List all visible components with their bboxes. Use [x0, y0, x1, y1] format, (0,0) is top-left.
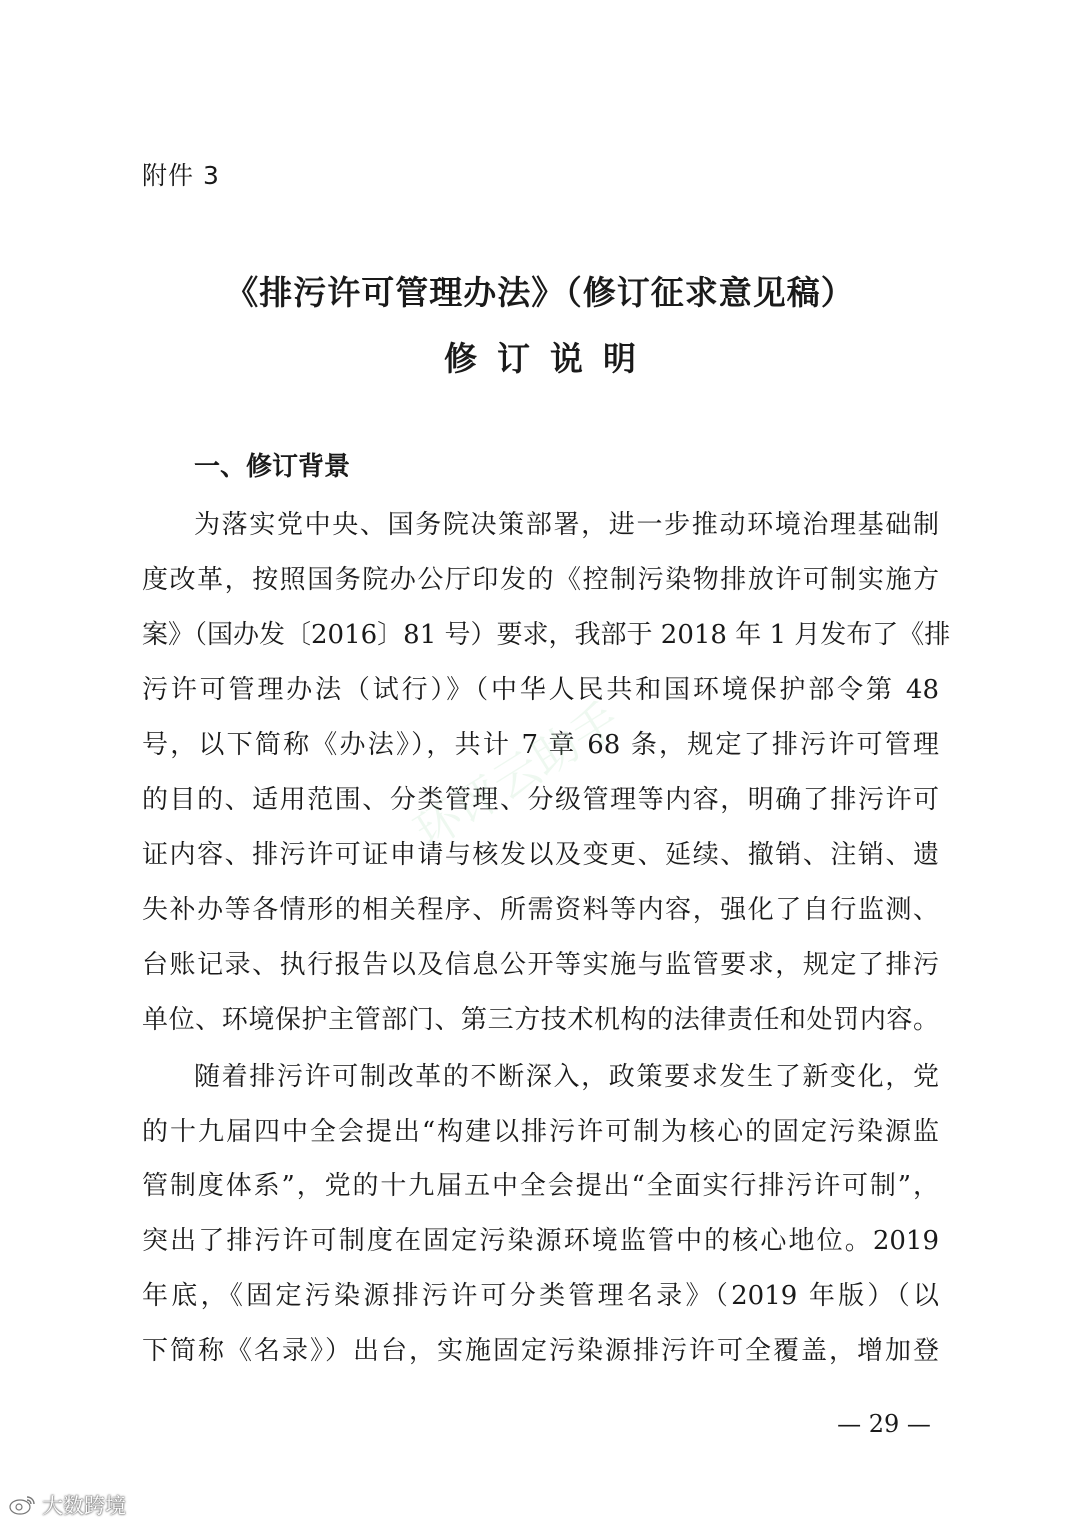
paragraph-line: 突出了排污许可制度在固定污染源环境监管中的核心地位。2019: [142, 1226, 939, 1256]
bottom-watermark: [8, 1490, 126, 1520]
paragraph-line: 台账记录、执行报告以及信息公开等实施与监管要求，规定了排污: [142, 950, 939, 980]
document-title-line2: 修订说明: [444, 339, 656, 378]
paragraph-line: 度改革，按照国务院办公厅印发的《控制污染物排放许可制实施方: [142, 565, 939, 595]
paragraph-line: 的十九届四中全会提出“构建以排污许可制为核心的固定污染源监: [142, 1117, 939, 1147]
attachment-label: 附件 3: [142, 161, 220, 190]
paragraph-line: 为落实党中央、国务院决策部署，进一步推动环境治理基础制: [194, 510, 939, 540]
paragraph-line: 下简称《名录》）出台，实施固定污染源排污许可全覆盖，增加登: [142, 1336, 939, 1366]
document-title-line1: 《排污许可管理办法》（修订征求意见稿）: [225, 273, 855, 312]
paragraph-line: 随着排污许可制改革的不断深入，政策要求发生了新变化，党: [194, 1062, 939, 1092]
paragraph-line: 管制度体系”，党的十九届五中全会提出“全面实行排污许可制”，: [142, 1171, 939, 1201]
weibo-logo-icon: [8, 1494, 36, 1516]
paragraph-line: 证内容、排污许可证申请与核发以及变更、延续、撤销、注销、遗: [142, 840, 939, 870]
paragraph-line: 年底，《固定污染源排污许可分类管理名录》（2019 年版）（以: [142, 1281, 939, 1311]
paragraph-line: 号，以下简称《办法》），共计 7 章 68 条，规定了排污许可管理: [142, 730, 939, 760]
paragraph-line: 的目的、适用范围、分类管理、分级管理等内容，明确了排污许可: [142, 785, 939, 815]
paragraph-line: 单位、环境保护主管部门、第三方技术机构的法律责任和处罚内容。: [142, 1005, 939, 1035]
paragraph-line: 污许可管理办法（试行）》（中华人民共和国环境保护部令第 48: [142, 675, 939, 705]
page-number: — 29 —: [837, 1410, 931, 1438]
paragraph-line: 失补办等各情形的相关程序、所需资料等内容，强化了自行监测、: [142, 895, 939, 925]
paragraph-line: 案》（国办发〔2016〕81 号）要求，我部于 2018 年 1 月发布了《排: [142, 620, 951, 650]
section-heading: 一、修订背景: [194, 452, 351, 482]
center-watermark: 环评云助手: [404, 691, 629, 860]
watermark-text: 大数跨境: [42, 1494, 126, 1518]
